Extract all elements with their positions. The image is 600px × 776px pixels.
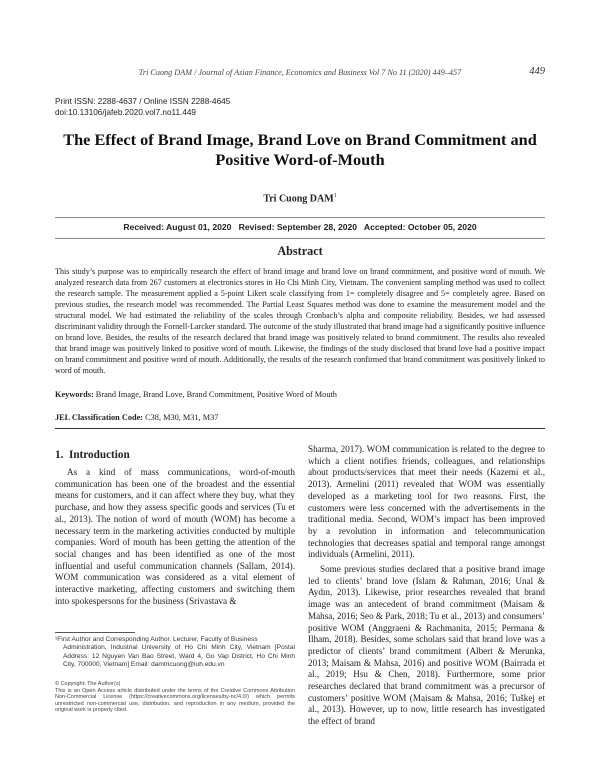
jel-label: JEL Classification Code:: [55, 413, 144, 422]
abstract-heading: Abstract: [277, 244, 323, 258]
author-footnote: [55, 636, 295, 670]
copyright-line: © Copyright: The Author(s): [55, 681, 121, 687]
intro-paragraph-3: Some previous studies declared that a positive brand image led to clients’ brand love (Islam & Rahman, 2016; Unal & Aydın, 2013). Likewise, prior researches revealed that brand image was an antecedent of brand commitment (Maisam & Mahsa, 2016; Seo & Park, 2018; Tu et al., 2013) and consumers’ positive WOM (Anggraeni & Rachmanita, 2015; Permana & Ilham, 2018). Besides, some scholars said that brand love was a predictor of clients’ brand commitment (Albert & Merunka, 2013; Maisam & Mahsa, 2016) and positive WOM (Bairrada et al., 2019; Hsu & Chen, 2018). Furthermore, some prior researches declared that brand commitment was a precursor of customers’ positive WOM (Maisam & Mahsa, 2016; Tuškej et al., 2013). However, up to now, little research has investigated the effect of brand: [308, 564, 545, 727]
footnote-rule: [55, 632, 135, 633]
article-dates: Received: August 01, 2020 Revised: September 28, 2020 Accepted: October 05, 2020: [123, 222, 477, 232]
abstract-body: This study’s purpose was to empirically research the effect of brand image and brand love on brand commitment, and positive word of mouth. We analyzed research data from 267 customers at electronics stores in Ho Chi Minh City, Vietnam. The convenient sampling method was used to collect the research sample. The measurement applied a 5-point Likert scale classifying from 1= completely disagree and 5= completely agree. Based on previous studies, the research model was recommended. The Partial Least Squares method was done to examine the measurement model and the structural model. We had estimated the reliability of the scales through Cronbach’s alpha and composite reliability. Besides, we had assessed discriminant validity through the Fornell-Larcker standard. The outcome of the study illustrated that brand image had a significantly positive influence on brand love. Besides, the results of the research declared that brand image was positively related to brand commitment. The results also revealed that brand image was positively linked to positive word of mouth. Likewise, the findings of the study disclosed that brand love had a positive impact on brand commitment and positive word of mouth. Additionally, the results of the research confirmed that brand commitment was positively linked to word of mouth.: [55, 267, 545, 375]
footnote-line-1: ¹First Author and Corresponding Author. Lecturer, Faculty of Business: [55, 636, 258, 643]
jel-text: C38, M30, M31, M37: [143, 413, 219, 422]
keywords: [55, 390, 545, 399]
intro-paragraph-2: Sharma, 2017). WOM communication is related to the degree to which a client notifies friends, colleagues, and relationships about products/services that meet their needs (Kazemi et al., 2013). Armelini (2011) revealed that WOM was essentially developed as a marketing tool for two reasons. First, the customers were less concerned with the advertisements in the traditional media. Second, WOM’s impact has been improved by a revolution in information and telecommunication technologies that decreases spatial and temporal range amongst individuals (Armelini, 2011).: [308, 444, 545, 560]
intro-right-column: [308, 444, 545, 728]
author: [0, 193, 600, 204]
keywords-text: Brand Image, Brand Love, Brand Commitment, Positive Word of Mouth: [93, 390, 337, 399]
paper-title: [55, 130, 545, 170]
jel-classification: [55, 413, 545, 422]
divider-top: [55, 217, 545, 218]
title-line-1: The Effect of Brand Image, Brand Love on Brand Commitment and: [63, 130, 537, 149]
title-line-2: Positive Word-of-Mouth: [215, 150, 385, 169]
keywords-label: Keywords:: [55, 390, 94, 399]
running-head: Tri Cuong DAM / Journal of Asian Finance, Economics and Business Vol 7 No 11 (2020) 449–457: [138, 68, 462, 77]
divider-body: [55, 428, 545, 429]
author-name: Tri Cuong DAM: [263, 193, 334, 205]
license-text: This is an Open Access article distributed under the terms of the Creative Commons Attribution Non-Commercial License (https://creativecommons.org/licenses/by-nc/4.0/) which permits unrestricted non-commercial use, distribution, and reproduction in any medium, provided the original work is properly cited.: [55, 687, 295, 714]
divider-dates: [55, 238, 545, 239]
footnote-rest: Administration, Industrial University of Ho Chi Minh City, Vietnam [Postal Address: 12 Nguyen Van Bao Street, Ward 4, Go Vap District, Ho Chi Minh City, 700000, Vietnam] Email: damtricuong@iuh.edu.vn: [63, 644, 295, 669]
intro-left-column: As a kind of mass communications, word-of-mouth communication has been one of the broadest and the essential means for customers, and it can affect where they buy, what they purchase, and how they assess specific goods and services (Tu et al., 2013). The notion of word of mouth (WOM) has become a necessary term in the marketing activities conducted by multiple companies. Word of mouth has been getting the attention of the social changes and has been identified as one of the most influential and useful communication channels (Sallam, 2014). WOM communication was considered as a vital element of interactive marketing, affecting customers and switching them into spokespersons for the business (Srivastava &: [55, 467, 295, 606]
issn-line: Print ISSN: 2288-4637 / Online ISSN 2288-4645: [55, 97, 231, 106]
page-number: 449: [529, 66, 545, 77]
section-heading-introduction: 1. Introduction: [55, 449, 130, 461]
copyright-notice: [55, 681, 295, 714]
doi-line: doi:10.13106/jafeb.2020.vol7.no11.449: [55, 108, 196, 117]
author-superscript: 1: [333, 193, 337, 199]
issn-block: [55, 96, 230, 118]
